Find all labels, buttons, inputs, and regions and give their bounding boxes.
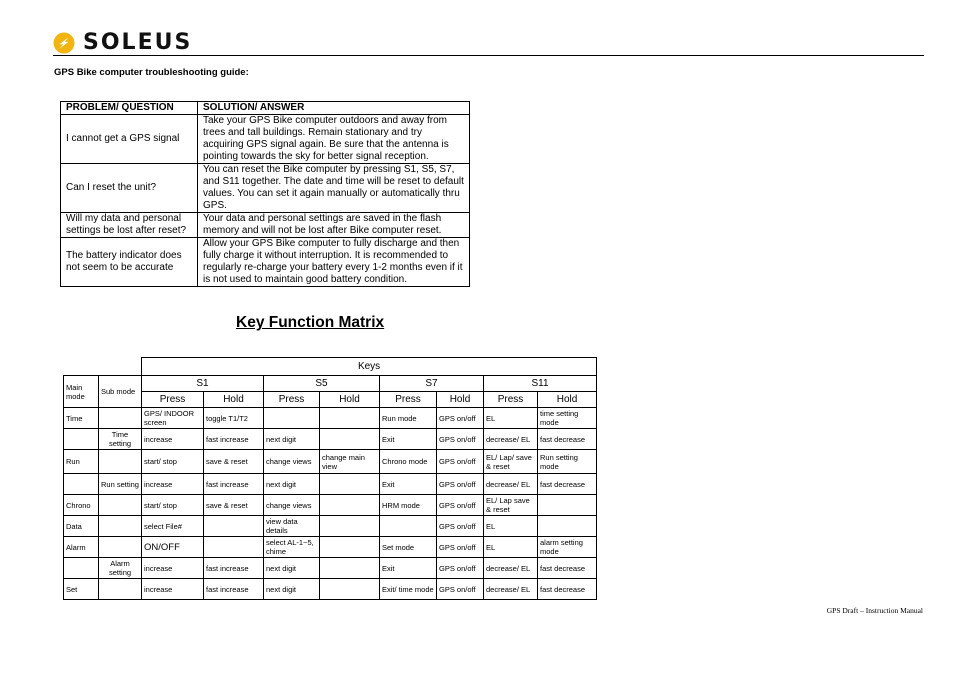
main-mode-cell [64,429,99,450]
main-mode-cell: Time [64,408,99,429]
function-cell: GPS/ INDOOR screen [142,408,204,429]
matrix-row [64,579,597,600]
function-cell [320,429,380,450]
function-cell: change views [264,450,320,474]
function-cell: save & reset [204,495,264,516]
function-cell: next digit [264,558,320,579]
sub-mode-cell: Alarm setting [99,558,142,579]
press-hold-row [64,392,597,408]
function-cell: EL/ Lap save & reset [484,495,538,516]
solution-cell: You can reset the Bike computer by pressing S1, S5, S7, and S11 together. The date and time will be reset to default values. You can set it again manually or automatically thru GPS. [198,164,470,213]
function-cell: next digit [264,429,320,450]
matrix-body [64,408,597,600]
function-cell [320,474,380,495]
function-cell [204,537,264,558]
function-cell [320,495,380,516]
sub-mode-header: Sub mode [99,376,142,408]
function-cell: toggle T1/T2 [204,408,264,429]
corner-blank [64,358,142,376]
table-header-row [61,102,470,115]
problem-cell: Will my data and personal settings be lost after reset? [61,213,198,238]
solution-cell: Allow your GPS Bike computer to fully discharge and then fully charge it without interruption. It is recommended to regularly re-charge your battery every 1-2 months even if it is not used to maintain good battery condition. [198,238,470,287]
sub-mode-cell: Time setting [99,429,142,450]
function-cell: fast decrease [538,474,597,495]
function-cell: Run mode [380,408,437,429]
function-cell: next digit [264,579,320,600]
key-names-row [64,376,597,392]
sub-mode-cell [99,579,142,600]
soleus-logo-icon [53,32,75,54]
main-mode-cell [64,558,99,579]
function-cell: fast increase [204,579,264,600]
problem-cell: The battery indicator does not seem to be accurate [61,238,198,287]
sub-mode-cell [99,537,142,558]
function-cell: select File# [142,516,204,537]
function-cell: decrease/ EL [484,474,538,495]
hold-header: Hold [320,392,380,408]
function-cell: Set mode [380,537,437,558]
function-cell: HRM mode [380,495,437,516]
sub-mode-cell: Run setting [99,474,142,495]
table-row [61,213,470,238]
function-cell [320,516,380,537]
main-mode-cell: Set [64,579,99,600]
function-cell: time setting mode [538,408,597,429]
function-cell [264,408,320,429]
matrix-row [64,558,597,579]
matrix-title: Key Function Matrix [236,314,385,331]
matrix-row [64,408,597,429]
function-cell: GPS on/off [437,558,484,579]
keys-header: Keys [142,358,597,376]
press-header: Press [380,392,437,408]
hold-header: Hold [538,392,597,408]
hold-header: Hold [437,392,484,408]
function-cell [320,558,380,579]
solution-cell: Take your GPS Bike computer outdoors and away from trees and tall buildings. Remain stationary and try acquiring GPS signal again. Be sure that the antenna is pointing towards the sky for better signal reception. [198,115,470,164]
key-s7-header: S7 [380,376,484,392]
function-cell: increase [142,429,204,450]
function-cell: next digit [264,474,320,495]
function-cell [204,516,264,537]
key-s5-header: S5 [264,376,380,392]
column-header-solution: SOLUTION/ ANSWER [198,102,470,115]
matrix-row [64,495,597,516]
function-cell: GPS on/off [437,429,484,450]
function-cell: GPS on/off [437,495,484,516]
function-cell: GPS on/off [437,516,484,537]
function-cell: fast increase [204,429,264,450]
sub-mode-cell [99,495,142,516]
function-cell: Exit [380,474,437,495]
press-header: Press [264,392,320,408]
brand-name: SOLEUS [83,30,193,55]
function-cell: GPS on/off [437,408,484,429]
matrix-row [64,474,597,495]
main-mode-cell [64,474,99,495]
function-cell: Exit [380,558,437,579]
function-cell: fast increase [204,558,264,579]
table-row [61,238,470,287]
function-cell: EL [484,408,538,429]
function-cell [320,408,380,429]
sub-mode-cell [99,408,142,429]
table-row [61,115,470,164]
function-cell: fast increase [204,474,264,495]
function-cell: fast decrease [538,558,597,579]
function-cell: fast decrease [538,579,597,600]
matrix-row [64,516,597,537]
function-cell: decrease/ EL [484,579,538,600]
press-header: Press [142,392,204,408]
function-cell: GPS on/off [437,579,484,600]
footer-text: GPS Draft – Instruction Manual [826,606,923,615]
function-cell: change views [264,495,320,516]
function-cell: Exit/ time mode [380,579,437,600]
sub-mode-cell [99,450,142,474]
function-cell: select AL-1~5, chime [264,537,320,558]
function-cell: increase [142,579,204,600]
main-mode-cell: Run [64,450,99,474]
key-s1-header: S1 [142,376,264,392]
main-mode-cell: Alarm [64,537,99,558]
function-cell: start/ stop [142,450,204,474]
function-cell: EL [484,537,538,558]
matrix-row [64,537,597,558]
problem-cell: Can I reset the unit? [61,164,198,213]
function-cell: start/ stop [142,495,204,516]
function-cell [320,579,380,600]
function-cell: GPS on/off [437,474,484,495]
function-cell: Chrono mode [380,450,437,474]
problem-cell: I cannot get a GPS signal [61,115,198,164]
function-cell: save & reset [204,450,264,474]
function-cell: ON/OFF [142,537,204,558]
matrix-row [64,429,597,450]
guide-title: GPS Bike computer troubleshooting guide: [54,67,249,78]
function-cell [380,516,437,537]
column-header-problem: PROBLEM/ QUESTION [61,102,198,115]
header-divider [53,55,924,56]
main-mode-cell: Chrono [64,495,99,516]
keys-header-row [64,358,597,376]
table-row [61,164,470,213]
function-cell [538,516,597,537]
key-function-matrix [63,357,597,600]
main-mode-cell: Data [64,516,99,537]
function-cell: view data details [264,516,320,537]
matrix-row [64,450,597,474]
function-cell: fast decrease [538,429,597,450]
function-cell: EL [484,516,538,537]
function-cell: EL/ Lap/ save & reset [484,450,538,474]
solution-cell: Your data and personal settings are saved in the flash memory and will not be lost after Bike computer reset. [198,213,470,238]
key-s11-header: S11 [484,376,597,392]
function-cell: increase [142,558,204,579]
function-cell [538,495,597,516]
function-cell: GPS on/off [437,450,484,474]
function-cell: decrease/ EL [484,429,538,450]
function-cell: decrease/ EL [484,558,538,579]
function-cell: Run setting mode [538,450,597,474]
troubleshooting-table [60,101,470,287]
hold-header: Hold [204,392,264,408]
brand-logo [53,32,192,54]
function-cell: GPS on/off [437,537,484,558]
function-cell: change main view [320,450,380,474]
function-cell: Exit [380,429,437,450]
press-header: Press [484,392,538,408]
function-cell [320,537,380,558]
function-cell: increase [142,474,204,495]
main-mode-header: Main mode [64,376,99,408]
function-cell: alarm setting mode [538,537,597,558]
sub-mode-cell [99,516,142,537]
